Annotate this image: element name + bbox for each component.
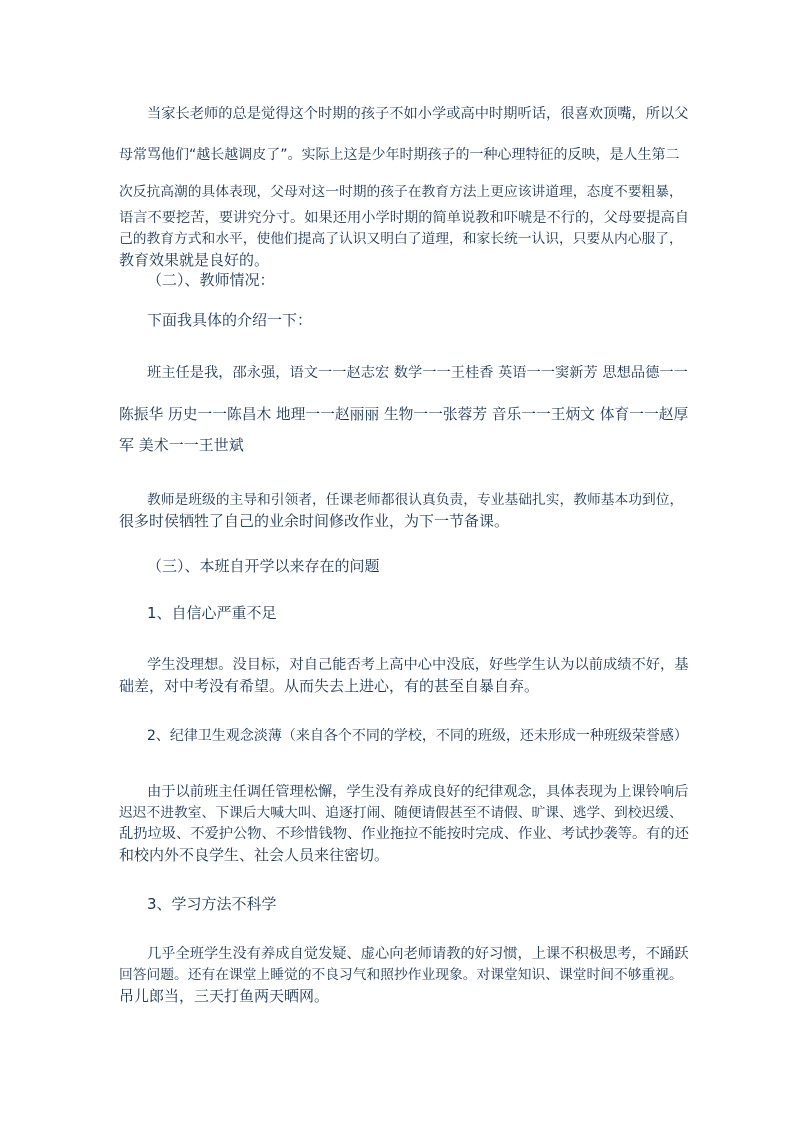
text-line: 和校内外不良学生、社会人员来往密切。 <box>119 846 390 864</box>
paragraph-confidence <box>119 655 689 697</box>
text-line: 学生没理想。没目标，对自己能否考上高中心中没底，好些学生认为以前成绩不好，基 <box>147 657 689 673</box>
text-line: 1、自信心严重不足 <box>147 604 277 622</box>
text-line: 吊儿郎当，三天打鱼两天晒网。 <box>119 987 330 1005</box>
paragraph-teacher-list <box>119 353 689 456</box>
text-line: （三）、本班自开学以来存在的问题 <box>147 557 380 575</box>
text-line: 回答问题。还有在课堂上睡觉的不良习气和照抄作业现象。对课堂知识、课堂时间不够重视。 <box>119 967 683 983</box>
subheading-confidence <box>119 603 689 624</box>
subheading-discipline <box>119 726 689 747</box>
text-line: 班主任是我，邵永强，语文一一赵志宏 数学一一王桂香 英语一一窦新芳 思想品德一一 <box>147 365 688 381</box>
text-line: 由于以前班主任调任管理松懈，学生没有养成良好的纪律观念，具体表现为上课铃响后 <box>147 784 689 800</box>
paragraph-parent-attitude <box>119 94 689 271</box>
text-line: 军 美术一一王世斌 <box>119 436 244 454</box>
text-line: 己的教育方式和水平，使他们提高了认识又明白了道理，和家长统一认识，只要从内心服了， <box>119 231 683 247</box>
subheading-study-method <box>119 894 689 915</box>
text-line: 下面我具体的介绍一下： <box>147 311 313 329</box>
text-line: 3、学习方法不科学 <box>147 895 277 913</box>
text-line: 陈振华 历史一一陈昌木 地理一一赵丽丽 生物一一张蓉芳 音乐一一王炳文 体育一一赵厚 <box>119 406 689 423</box>
text-line: 迟迟不进教室、下课后大喊大叫、追逐打闹、随便请假甚至不请假、旷课、逃学、到校迟缓、 <box>119 805 683 821</box>
paragraph-teacher-description <box>119 490 689 532</box>
text-line: 教育效果就是良好的。 <box>119 251 270 269</box>
text-line: 2、纪律卫生观念淡薄（来自各个不同的学校，不同的班级，还未形成一种班级荣誉感） <box>147 728 688 744</box>
paragraph-discipline <box>119 782 689 866</box>
text-line: 次反抗高潮的具体表现，父母对这一时期的孩子在教育方法上更应该讲道理，态度不要粗暴， <box>119 184 683 200</box>
text-line: 语言不要挖苦，要讲究分寸。如果还用小学时期的简单说教和吓唬是不行的，父母要提高自 <box>119 210 690 226</box>
text-line: 础差，对中考没有希望。从而失去上进心，有的甚至自暴自弃。 <box>119 677 540 695</box>
text-line: 很多时侯牺牲了自己的业余时间修改作业，为下一节备课。 <box>119 512 510 530</box>
paragraph-intro <box>119 310 689 331</box>
text-line: 教师是班级的主导和引领者，任课老师都很认真负责，专业基础扎实，教师基本功到位， <box>147 492 684 508</box>
section-heading-problems <box>119 556 689 577</box>
text-line: 母常骂他们“越长越调皮了”。实际上这是少年时期孩子的一种心理特征的反映，是人生第二 <box>119 147 680 163</box>
text-line: 当家长老师的总是觉得这个时期的孩子不如小学或高中时期听话，很喜欢顶嘴，所以父 <box>147 106 689 122</box>
text-line: （二）、教师情况： <box>147 271 275 289</box>
text-line: 乱扔垃圾、不爱护公物、不珍惜钱物、作业拖拉不能按时完成、作业、考试抄袭等。有的还 <box>119 826 690 842</box>
section-heading-teachers <box>119 270 689 291</box>
paragraph-study-method <box>119 944 689 1007</box>
text-line: 几乎全班学生没有养成自觉发疑、虚心向老师请教的好习惯，上课不积极思考，不踊跃 <box>147 946 689 962</box>
